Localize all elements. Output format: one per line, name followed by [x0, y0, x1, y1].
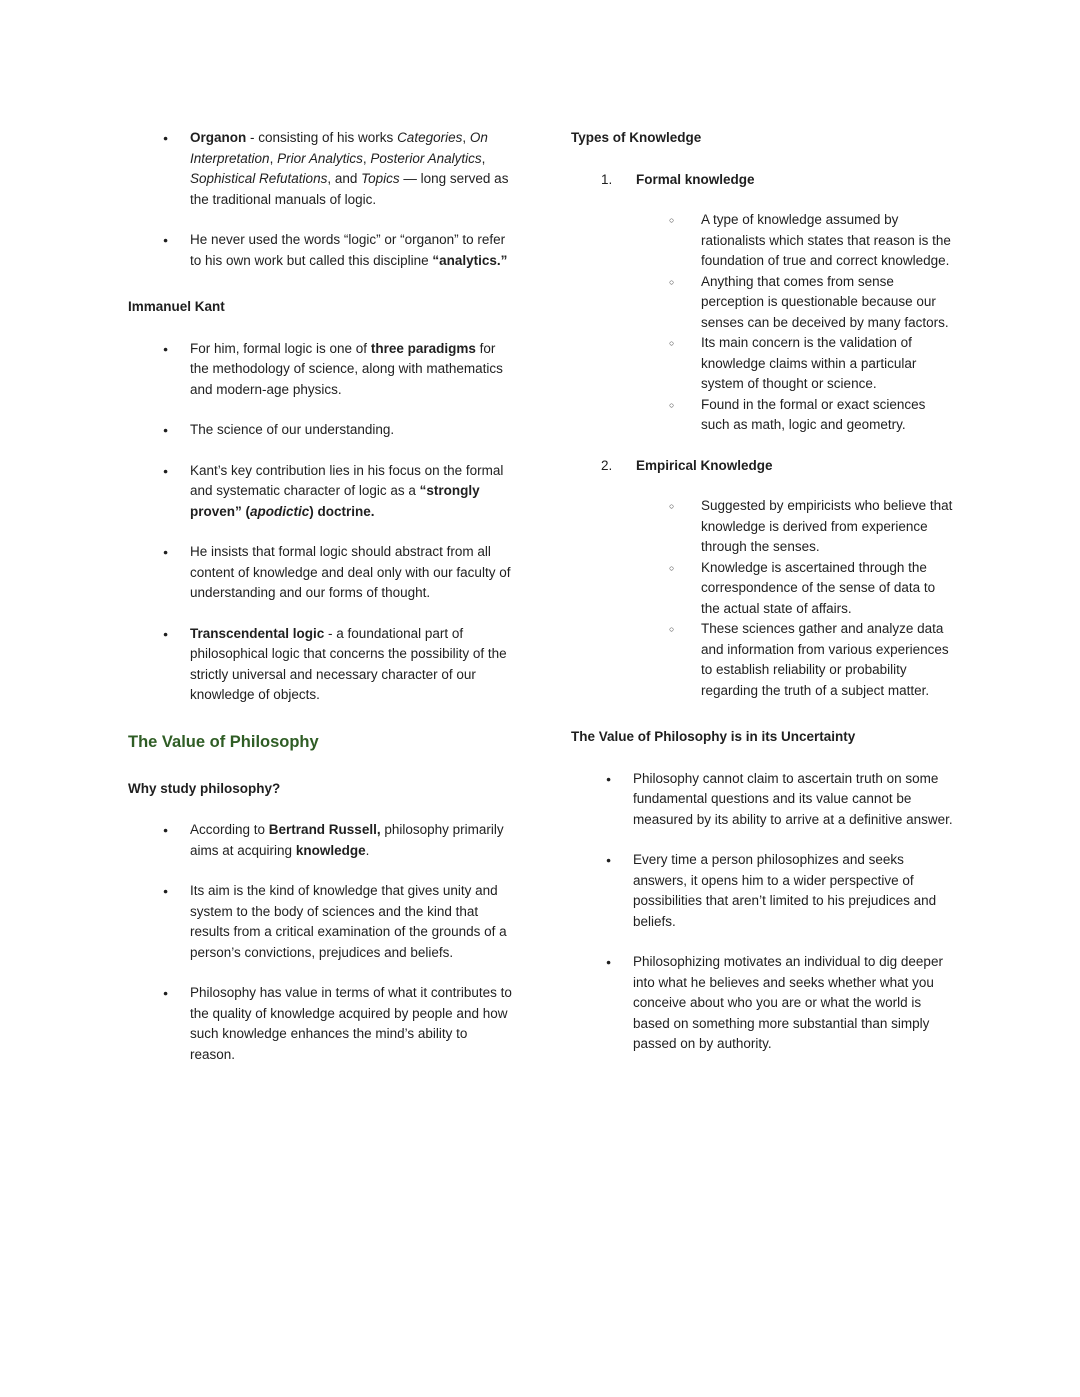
sub-bullet-item	[571, 272, 955, 334]
text-segment: “analytics.”	[432, 252, 508, 268]
bullet-list	[128, 128, 512, 271]
bullet-marker: ●	[163, 825, 169, 835]
text-segment: According to	[190, 822, 269, 837]
bullet-text	[190, 624, 512, 706]
text-segment: ,	[362, 150, 371, 166]
bullet-marker: ●	[163, 343, 169, 354]
sub-bullet-item	[571, 496, 955, 558]
number-marker: 1.	[601, 171, 613, 187]
bullet-marker: ●	[606, 773, 612, 784]
sub-bullet-item	[571, 558, 955, 620]
bullet-marker: ●	[163, 133, 169, 143]
numbered-item-title: Formal knowledge	[636, 171, 755, 187]
numbered-item-header	[571, 170, 955, 191]
text-segment: Sophistical Refutations	[190, 171, 328, 186]
text-segment: knowledge	[295, 842, 366, 858]
bullet-marker: ●	[606, 957, 612, 967]
bullet-marker: ●	[163, 886, 169, 896]
sub-bullet-item	[571, 333, 955, 395]
bullet-item	[128, 881, 512, 963]
text-segment: ,	[462, 130, 470, 145]
sub-bullet-marker: ○	[669, 338, 675, 348]
text-segment: On Interpretation	[190, 130, 488, 166]
text-segment: philosophy primarily aims at acquiring	[190, 822, 504, 858]
bullet-item	[128, 983, 512, 1065]
text-segment: The science of our understanding.	[190, 422, 395, 437]
bullet-item	[571, 850, 955, 932]
text-segment: Organon	[190, 130, 247, 145]
bullet-text	[190, 983, 512, 1065]
text-segment: .	[365, 842, 370, 858]
text-segment: Philosophy has value in terms of what it contributes to the quality of knowledge acquired by people and how such knowledge enhances the mind’s ability to reason.	[190, 985, 512, 1062]
text-segment: three paradigms	[370, 340, 476, 356]
text-segment: Philosophizing motivates an individual to dig deeper into what he believes and seeks whether what you conceive about who you are or what the world is based on something more substantial than simply passed on by authority.	[633, 954, 943, 1051]
sub-bullet-marker: ○	[669, 501, 675, 511]
bullet-marker: ●	[606, 855, 612, 865]
bullet-item	[128, 420, 512, 441]
sub-bullet-marker: ○	[669, 399, 675, 410]
bullet-marker: ●	[163, 465, 169, 476]
text-segment: Philosophy cannot claim to ascertain truth on some fundamental questions and its value cannot be measured by its ability to arrive at a definitive answer.	[633, 770, 953, 827]
sub-bullet-text: Suggested by empiricists who believe that knowledge is derived from experience through the senses.	[701, 498, 953, 554]
text-segment: Transcendental logic	[190, 625, 325, 641]
sub-bullet-item	[571, 395, 955, 436]
bullet-item	[128, 230, 512, 271]
bullet-item	[128, 461, 512, 523]
text-segment: He insists that formal logic should abstract from all content of knowledge and deal only with our faculty of understanding and our forms of thought.	[190, 544, 511, 600]
bullet-item	[128, 624, 512, 706]
bullet-marker: ●	[163, 235, 169, 245]
numbered-item-title: Empirical Knowledge	[636, 457, 773, 473]
text-segment: ,	[269, 150, 278, 166]
sub-bullet-marker: ○	[669, 215, 675, 225]
bullet-text	[633, 952, 955, 1055]
bullet-item	[571, 952, 955, 1055]
text-segment: - consisting of his works	[246, 130, 398, 145]
text-segment: He never used the words “logic” or “organon” to refer to his own work but called this discipline	[190, 232, 506, 268]
sub-bullet-marker: ○	[669, 276, 675, 287]
why-study-philosophy-heading: Why study philosophy?	[128, 780, 281, 796]
bullet-list	[571, 769, 955, 1055]
bullet-item	[128, 339, 512, 401]
bullet-text	[190, 230, 512, 271]
bullet-item	[128, 542, 512, 604]
sub-bullet-marker: ○	[669, 562, 675, 573]
numbered-item-header	[571, 456, 955, 477]
text-segment: For him, formal logic is one of	[190, 340, 371, 356]
text-segment: ) doctrine.	[309, 503, 375, 519]
sub-bullet-item	[571, 619, 955, 701]
sub-bullet-list	[571, 210, 955, 436]
sub-bullet-text: Found in the formal or exact sciences such as math, logic and geometry.	[701, 396, 926, 432]
bullet-item	[571, 769, 955, 831]
text-segment: Every time a person philosophizes and seeks answers, it opens him to a wider perspective of possibilities that aren’t limited to his prejudices and beliefs.	[633, 852, 937, 929]
sub-bullet-text: Anything that comes from sense perception is questionable because our senses can be deceived by many factors.	[701, 273, 949, 330]
sub-bullet-list	[571, 496, 955, 701]
bullet-text	[633, 850, 955, 932]
sub-bullet-text: Knowledge is ascertained through the correspondence of the sense of data to the actual state of affairs.	[701, 559, 936, 616]
sub-bullet-text: Its main concern is the validation of knowledge claims within a particular system of thought or science.	[701, 335, 917, 391]
sub-bullet-text: A type of knowledge assumed by rationalists which states that reason is the foundation of true and correct knowledge.	[701, 212, 951, 268]
numbered-item	[571, 170, 955, 436]
bullet-text	[190, 339, 512, 401]
value-of-philosophy-heading: The Value of Philosophy	[128, 732, 319, 751]
bullet-text	[633, 769, 955, 831]
bullet-item	[128, 128, 512, 210]
types-of-knowledge-heading: Types of Knowledge	[571, 130, 702, 145]
number-marker: 2.	[601, 457, 613, 473]
bullet-text	[190, 542, 512, 604]
bullet-marker: ●	[163, 628, 169, 639]
text-segment: Posterior Analytics	[370, 150, 482, 166]
two-column-layout	[128, 128, 955, 1085]
uncertainty-heading: The Value of Philosophy is in its Uncertainty	[571, 729, 856, 744]
bullet-marker: ●	[163, 547, 169, 557]
sub-bullet-text: These sciences gather and analyze data and information from various experiences to establish reliability or probability regarding the truth of a subject matter.	[701, 621, 949, 698]
bullet-marker: ●	[163, 425, 169, 435]
left-column	[128, 128, 512, 1085]
text-segment: — long served as the traditional manuals of logic.	[190, 171, 509, 207]
right-column	[571, 128, 955, 1085]
text-segment: ,	[481, 150, 486, 166]
sub-bullet-marker: ○	[669, 624, 675, 634]
text-segment: Kant’s key contribution lies in his focus on the formal and systematic character of logic as a	[190, 462, 504, 498]
text-segment: Topics	[361, 171, 400, 186]
bullet-item	[128, 820, 512, 861]
text-segment: - a foundational part of philosophical logic that concerns the possibility of the strictly universal and necessary character of our knowledge of objects.	[190, 625, 507, 702]
bullet-text	[190, 128, 512, 210]
bullet-text	[190, 461, 512, 523]
text-segment: for the methodology of science, along with mathematics and modern-age physics.	[190, 340, 503, 397]
text-segment: , and	[327, 171, 362, 186]
bullet-text	[190, 420, 512, 441]
bullet-text	[190, 881, 512, 963]
bullet-list	[128, 339, 512, 706]
bullet-text	[190, 820, 512, 861]
text-segment: Prior Analytics	[277, 150, 363, 166]
numbered-item	[571, 456, 955, 702]
text-segment: Its aim is the kind of knowledge that gives unity and system to the body of sciences and the kind that results from a critical examination of the grounds of a person’s convictions, prejudices and beliefs.	[190, 883, 507, 960]
sub-bullet-item	[571, 210, 955, 272]
bullet-marker: ●	[163, 988, 169, 998]
text-segment: Categories	[397, 130, 463, 145]
text-segment: apodictic	[250, 503, 310, 519]
text-segment: “strongly proven” (	[190, 483, 480, 519]
text-segment: Bertrand Russell,	[268, 822, 381, 837]
immanuel-kant-heading: Immanuel Kant	[128, 299, 225, 314]
bullet-list	[128, 820, 512, 1065]
